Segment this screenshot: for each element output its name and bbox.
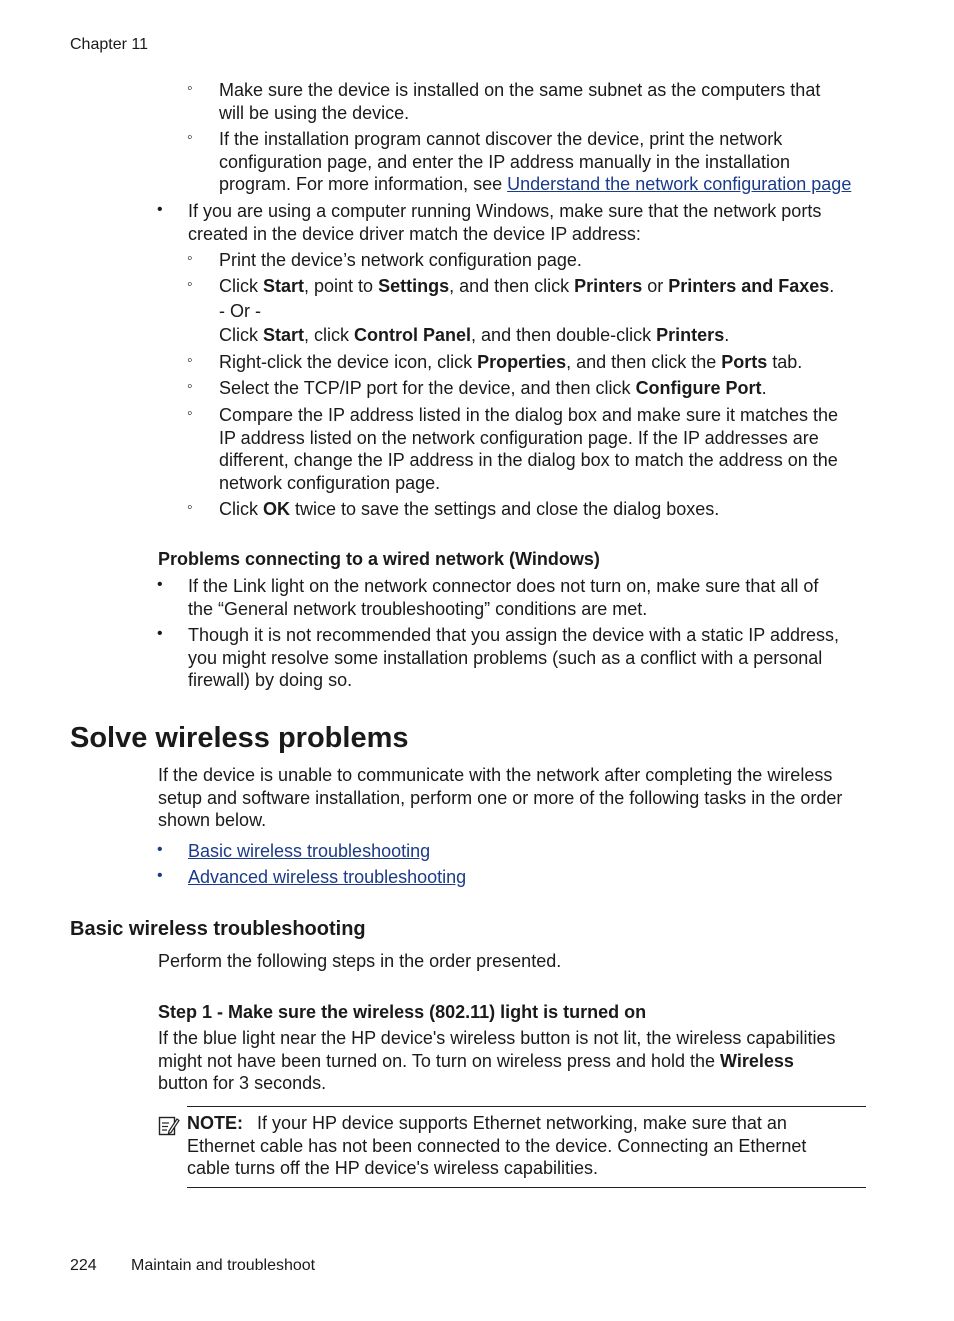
bullet-marker: • — [157, 841, 163, 858]
list-item-subnet: Make sure the device is installed on the same subnet as the computers that will be using the device. — [219, 80, 821, 123]
section-title: Solve wireless problems — [70, 722, 409, 754]
list-item-compare-ip: Compare the IP address listed in the dialog box and make sure it matches the IP address listed on the network configuration page. If the IP addresses are different, change the IP address in the dialog box to match the address on the network configuration page. — [219, 405, 839, 493]
basic-intro: Perform the following steps in the order presented. — [158, 951, 562, 971]
link-advanced-wireless[interactable]: Advanced wireless troubleshooting — [188, 867, 467, 887]
bullet-marker: • — [157, 867, 163, 884]
footer-section: Maintain and troubleshoot — [131, 1257, 316, 1274]
list-item-installation: If the installation program cannot discover the device, print the network configuration page, and enter the IP address manually in the installation program. For more information, see Understand the network configuration page — [219, 129, 852, 194]
sub-bullet-marker: ◦ — [187, 276, 193, 293]
list-item-click-ok: Click OK twice to save the settings and close the dialog boxes. — [219, 499, 720, 519]
bullet-marker: • — [157, 576, 163, 593]
note-icon — [158, 1114, 180, 1141]
wired-heading: Problems connecting to a wired network (Windows) — [158, 549, 600, 569]
sub-bullet-marker: ◦ — [187, 129, 193, 146]
bullet-marker: • — [157, 201, 163, 218]
link-basic-wireless[interactable]: Basic wireless troubleshooting — [188, 841, 431, 861]
list-item-link-light: If the Link light on the network connector does not turn on, make sure that all of the “General network troubleshooting” conditions are met. — [188, 576, 819, 619]
sub-bullet-marker: ◦ — [187, 499, 193, 516]
note-label: NOTE: — [187, 1113, 243, 1133]
wireless-intro: If the device is unable to communicate with the network after completing the wireless setup and software installation, perform one or more of the following tasks in the order shown below. — [158, 765, 843, 830]
link-network-config-page[interactable]: Understand the network configuration page — [507, 174, 852, 194]
list-item-click-start: Click Start, point to Settings, and then click Printers or Printers and Faxes. - Or - Click Start, click Control Panel, and then double-click Printers. — [219, 276, 835, 345]
subsection-title: Basic wireless troubleshooting — [70, 918, 366, 940]
bullet-marker: • — [157, 625, 163, 642]
sub-bullet-marker: ◦ — [187, 250, 193, 267]
note-text: NOTE: If your HP device supports Ethernet networking, make sure that an Ethernet cable has not been connected to the device. Connecting an Ethernet cable turns off the HP device's wireless capabilities. — [187, 1113, 807, 1178]
list-item-windows: If you are using a computer running Windows, make sure that the network ports created in the device driver match the device IP address: — [188, 201, 822, 244]
list-item-tcpip: Select the TCP/IP port for the device, and then click Configure Port. — [219, 378, 767, 398]
step1-heading: Step 1 - Make sure the wireless (802.11) light is turned on — [158, 1002, 647, 1022]
note-top-rule — [187, 1106, 866, 1107]
sub-bullet-marker: ◦ — [187, 405, 193, 422]
page-number: 224 — [70, 1257, 97, 1274]
list-item-static-ip: Though it is not recommended that you assign the device with a static IP address, you might resolve some installation problems (such as a conflict with a personal firewall) by doing so. — [188, 625, 840, 690]
sub-bullet-marker: ◦ — [187, 352, 193, 369]
step1-body: If the blue light near the HP device's wireless button is not lit, the wireless capabilities might not have been turned on. To turn on wireless press and hold the Wireless button for 3 seconds. — [158, 1028, 836, 1093]
note-bottom-rule — [187, 1187, 866, 1188]
chapter-header: Chapter 11 — [70, 36, 148, 53]
sub-bullet-marker: ◦ — [187, 80, 193, 97]
list-item-print-config: Print the device’s network configuration page. — [219, 250, 582, 270]
list-item-right-click: Right-click the device icon, click Properties, and then click the Ports tab. — [219, 352, 803, 372]
sub-bullet-marker: ◦ — [187, 378, 193, 395]
